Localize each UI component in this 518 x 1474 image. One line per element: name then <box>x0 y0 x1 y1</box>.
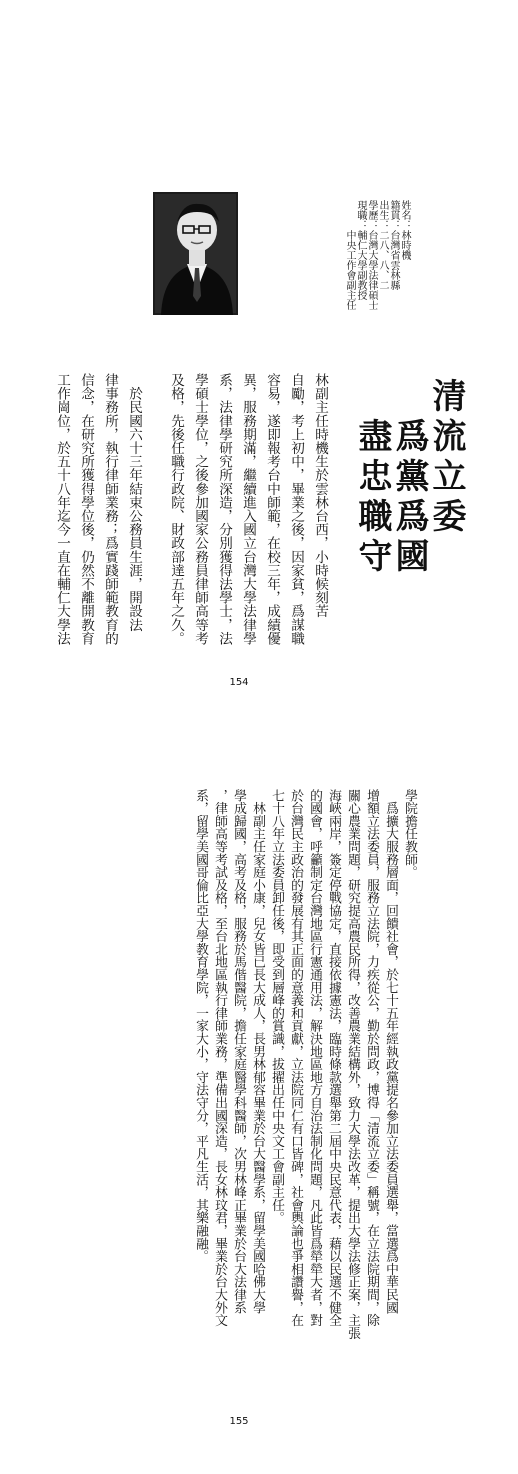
portrait-icon <box>153 192 238 315</box>
body-column: 於台灣民主政治的發展有其正面的意義和貢獻，立法院同仁有口皆碑，社會輿論也爭相讚譽，在 <box>288 789 303 1327</box>
body-column: 工作崗位，於五十八年迄今一直在輔仁大學法 <box>54 373 70 645</box>
portrait-photo <box>153 192 238 315</box>
body-column: 七十八年立法委員卸任後，即受到層峰的賞識，拔擢出任中央文工會副主任。 <box>269 789 284 1225</box>
page-155 <box>0 737 518 1474</box>
profile-origin: 籍貫：台灣省雲林縣 <box>388 200 399 290</box>
page-number: 154 <box>229 677 249 688</box>
body-column: 關心農業問題，研究提高農民所得，改善農業結構外，致力大學法改革，提出大學法修正案，主張 <box>345 789 360 1340</box>
profile-current-job-2: 中央工作會副主任 <box>344 200 355 310</box>
article-title-line-2: 爲黨爲國 <box>389 418 429 578</box>
body-column: 自勵，考上初中，畢業之後，因家貧，爲謀職 <box>288 373 304 645</box>
body-column: 林副主任時機生於雲林台西，小時候刻苦 <box>312 373 328 618</box>
article-title-line-1: 清流立委 <box>426 378 466 538</box>
body-column: 律事務所，執行律師業務；爲實踐師範教育的 <box>102 373 118 645</box>
body-column: ，律師高等考試及格，至台北地區執行律師業務，準備出國深造，長女林玟君，畢業於台大外文 <box>212 789 227 1327</box>
body-column: 及格，先後任職行政院、財政部達五年之久。 <box>168 373 184 645</box>
body-column: 信念，在研究所獲得學位後，仍然不離開教育 <box>78 373 94 645</box>
body-column: 增額立法委員，服務立法院，力疾從公，勤於問政，博得「清流立委」稱號，在立法院期間，除 <box>364 789 379 1327</box>
body-column: 學碩士學位，之後參加國家公務員律師高等考 <box>192 373 208 645</box>
body-column: 爲擴大服務層面，回饋社會，於七十五年經執政黨提名參加立法委員選舉，當選爲中華民國 <box>383 789 398 1314</box>
body-column: 林副主任家庭小康，兒女皆已長大成人，長男林郁容畢業於台大醫學系，留學美國哈佛大學 <box>250 789 265 1314</box>
profile-name: 姓名：林時機 <box>399 200 410 260</box>
article-title-line-3: 盡忠職守 <box>352 418 392 578</box>
profile-birth: 出生：二八、八、二 <box>377 200 388 290</box>
body-column: 於民國六十三年結束公務員生涯，開設法 <box>126 373 142 632</box>
body-column: 學成歸國，高考及格，服務於馬偕醫院，擔任家庭醫學科醫師，次男林峰正畢業於台大法律系 <box>231 789 246 1314</box>
page-number: 155 <box>229 1416 249 1427</box>
body-column: 系，留學美國哥倫比亞大學教育學院，一家大小，守法守分，平凡生活，其樂融融。 <box>193 789 208 1263</box>
body-column: 學院擔任教師。 <box>402 789 417 879</box>
body-column: 異，服務期滿，繼續進入國立台灣大學法律學 <box>240 373 256 645</box>
body-column: 系，法律學研究所深造，分別獲得法學士，法 <box>216 373 232 645</box>
profile-education: 學歷：台灣大學法律碩士 <box>366 200 377 310</box>
body-column: 容易，遂即報考台中師範，在校三年，成績優 <box>264 373 280 645</box>
body-column: 海峽兩岸，簽定停戰協定，直接依據憲法，臨時條款選舉第二屆中央民意代表，藉以民選不健全 <box>326 789 341 1327</box>
profile-current-job: 現職：輔仁大學副教授 <box>355 200 366 300</box>
body-column: 的國會，呼籲制定台灣地區行憲通用法，解決地區地方自治法制化問題，凡此皆爲犖犖大者，對 <box>307 789 322 1327</box>
